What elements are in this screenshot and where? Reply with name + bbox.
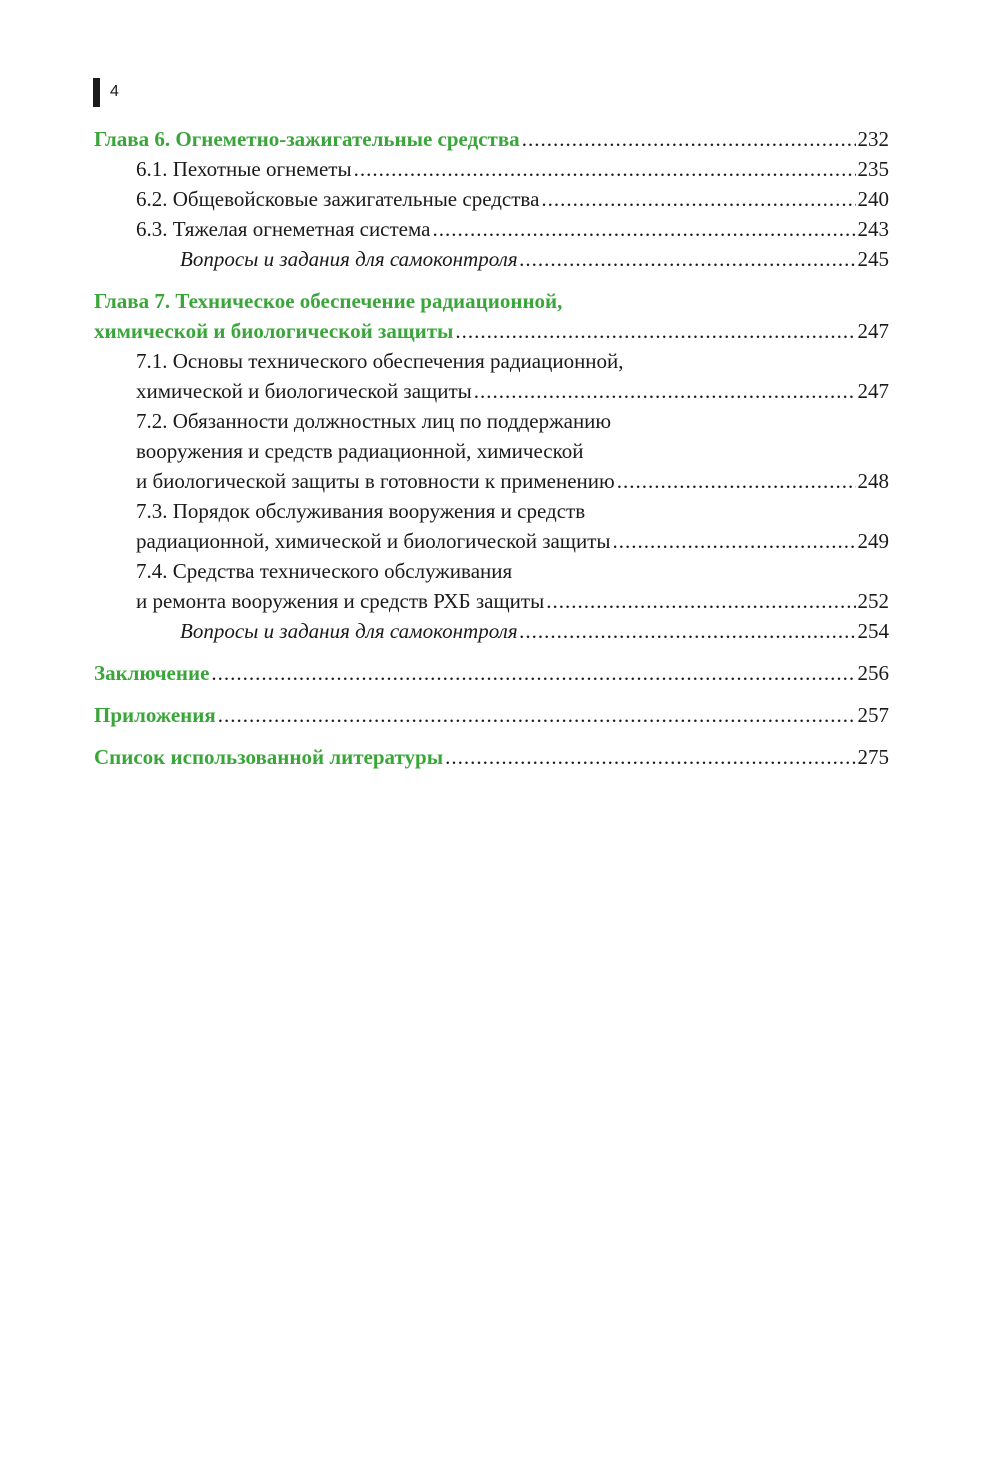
toc-entry-title: 6.1. Пехотные огнеметы: [136, 157, 352, 181]
toc-entry-title: 6.2. Общевойсковые зажигательные средства: [136, 187, 540, 211]
toc-page-number: 240: [857, 187, 889, 211]
toc-entry-title-line: Глава 7. Техническое обеспечение радиационной,: [94, 289, 563, 313]
table-of-contents: [94, 124, 889, 772]
page-header: [93, 77, 119, 107]
toc-section[interactable]: [94, 154, 889, 184]
toc-page-number: 249: [857, 529, 889, 553]
toc-leader-dots: [520, 616, 856, 646]
toc-page-number: 248: [857, 469, 889, 493]
toc-leader-dots: [354, 154, 856, 184]
toc-leader-dots: [546, 586, 855, 616]
toc-entry-title-line: 7.2. Обязанности должностных лиц по поддержанию: [136, 409, 612, 433]
toc-leader-dots: [211, 658, 855, 688]
toc-conclusion[interactable]: [94, 658, 889, 688]
toc-leader-dots: [218, 700, 856, 730]
page-number: 4: [110, 83, 119, 100]
toc-page-number: 243: [857, 217, 889, 241]
toc-bibliography[interactable]: [94, 742, 889, 772]
toc-self-check[interactable]: [94, 616, 889, 646]
toc-entry-title-line: 7.3. Порядок обслуживания вооружения и средств: [136, 499, 586, 523]
toc-page-number: 256: [857, 661, 889, 685]
toc-page-number: 245: [857, 247, 889, 271]
toc-entry-title: Список использованной литературы: [94, 745, 444, 769]
toc-leader-dots: [613, 526, 856, 556]
toc-entry-title-line: химической и биологической защиты: [94, 319, 454, 343]
toc-entry-title-line: вооружения и средств радиационной, химической: [136, 439, 584, 463]
toc-entry-title-line: 7.1. Основы технического обеспечения радиационной,: [136, 349, 624, 373]
toc-page-number: 257: [857, 703, 889, 727]
toc-entry-title-line: и ремонта вооружения и средств РХБ защиты: [136, 589, 545, 613]
toc-leader-dots: [432, 214, 855, 244]
toc-page-number: 235: [857, 157, 889, 181]
toc-chapter[interactable]: [94, 124, 889, 154]
toc-entry-title-line: радиационной, химической и биологической защиты: [136, 529, 611, 553]
toc-section[interactable]: [94, 214, 889, 244]
toc-page-number: 252: [857, 589, 889, 613]
toc-entry-title: Глава 6. Огнеметно-зажигательные средства: [94, 127, 520, 151]
toc-entry-title-line: 7.4. Средства технического обслуживания: [136, 559, 513, 583]
toc-entry-title-line: химической и биологической защиты: [136, 379, 472, 403]
toc-section[interactable]: [94, 496, 889, 556]
toc-entry-title: 6.3. Тяжелая огнеметная система: [136, 217, 431, 241]
toc-leader-dots: [541, 184, 855, 214]
toc-section[interactable]: [94, 184, 889, 214]
toc-entry-title: Приложения: [94, 703, 216, 727]
toc-leader-dots: [474, 376, 856, 406]
toc-entry-title: Заключение: [94, 661, 210, 685]
toc-appendices[interactable]: [94, 700, 889, 730]
toc-leader-dots: [445, 742, 855, 772]
toc-section[interactable]: [94, 556, 889, 616]
toc-section[interactable]: [94, 406, 889, 496]
page-marker-bar: [93, 78, 100, 107]
toc-self-check[interactable]: [94, 244, 889, 274]
toc-page-number: 247: [857, 319, 889, 343]
toc-leader-dots: [617, 466, 856, 496]
toc-leader-dots: [455, 316, 855, 346]
toc-leader-dots: [520, 244, 856, 274]
toc-chapter[interactable]: [94, 286, 889, 346]
toc-page-number: 232: [857, 127, 889, 151]
toc-entry-title: Вопросы и задания для самоконтроля: [180, 247, 518, 271]
toc-entry-title-line: и биологической защиты в готовности к применению: [136, 469, 615, 493]
toc-entry-title: Вопросы и задания для самоконтроля: [180, 619, 518, 643]
toc-page-number: 247: [857, 379, 889, 403]
toc-section[interactable]: [94, 346, 889, 406]
toc-page-number: 275: [857, 745, 889, 769]
toc-leader-dots: [522, 124, 856, 154]
toc-page-number: 254: [857, 619, 889, 643]
